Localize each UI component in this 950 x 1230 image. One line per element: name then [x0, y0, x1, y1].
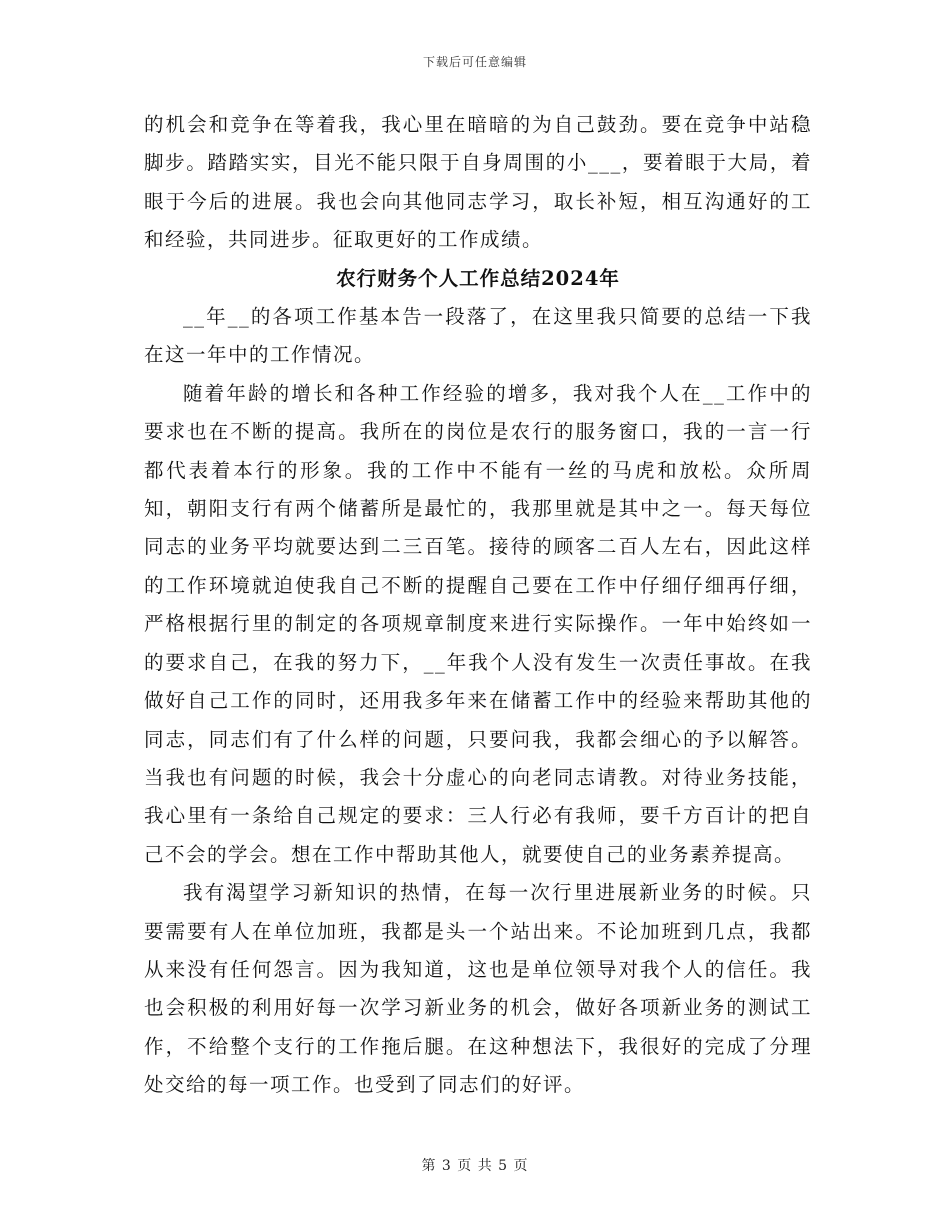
paragraph-3: 我有渴望学习新知识的热情，在每一次行里进展新业务的时候。只要需要有人在单位加班，我都是头一个站出来。不论加班到几点，我都从来没有任何怨言。因为我知道，这也是单位领导对我个人的信任。我也会积极的利用好每一次学习新业务的机会，做好各项新业务的测试工作，不给整个支行的工作拖后腿。在这种想法下，我很好的完成了分理处交给的每一项工作。也受到了同志们的好评。 — [144, 881, 812, 1097]
header-note: 下载后可任意编辑 — [422, 55, 527, 69]
intro-paragraph: 的机会和竞争在等着我，我心里在暗暗的为自己鼓劲。要在竞争中站稳脚步。踏踏实实，目光不能只限于自身周围的小___，要着眼于大局，着眼于今后的进展。我也会向其他同志学习，取长补短，相互沟通好的工和经验，共同进步。征取更好的工作成绩。 — [144, 113, 812, 252]
paragraph-2: 随着年龄的增长和各种工作经验的增多，我对我个人在__工作中的要求也在不断的提高。我所在的岗位是农行的服务窗口，我的一言一行都代表着本行的形象。我的工作中不能有一丝的马虎和放松。众所周知，朝阳支行有两个储蓄所是最忙的，我那里就是其中之一。每天每位同志的业务平均就要达到二三百笔。接待的顾客二百人左右，因此这样的工作环境就迫使我自己不断的提醒自己要在工作中仔细仔细再仔细，严格根据行里的制定的各项规章制度来进行实际操作。一年中始终如一的要求自己，在我的努力下，__年我个人没有发生一次责任事故。在我做好自己工作的同时，还用我多年来在储蓄工作中的经验来帮助其他的同志，同志们有了什么样的问题，只要问我，我都会细心的予以解答。当我也有问题的时候，我会十分虚心的向老同志请教。对待业务技能，我心里有一条给自己规定的要求：三人行必有我师，要千方百计的把自己不会的学会。想在工作中帮助其他人，就要使自己的业务素养提高。 — [144, 381, 812, 866]
document-body — [144, 106, 812, 1105]
document-title: 农行财务个人工作总结2024年 — [336, 266, 620, 290]
paragraph-1: __年__的各项工作基本告一段落了，在这里我只简要的总结一下我在这一年中的工作情况。 — [144, 305, 812, 367]
page-indicator: 第 3 页 共 5 页 — [421, 1158, 529, 1174]
